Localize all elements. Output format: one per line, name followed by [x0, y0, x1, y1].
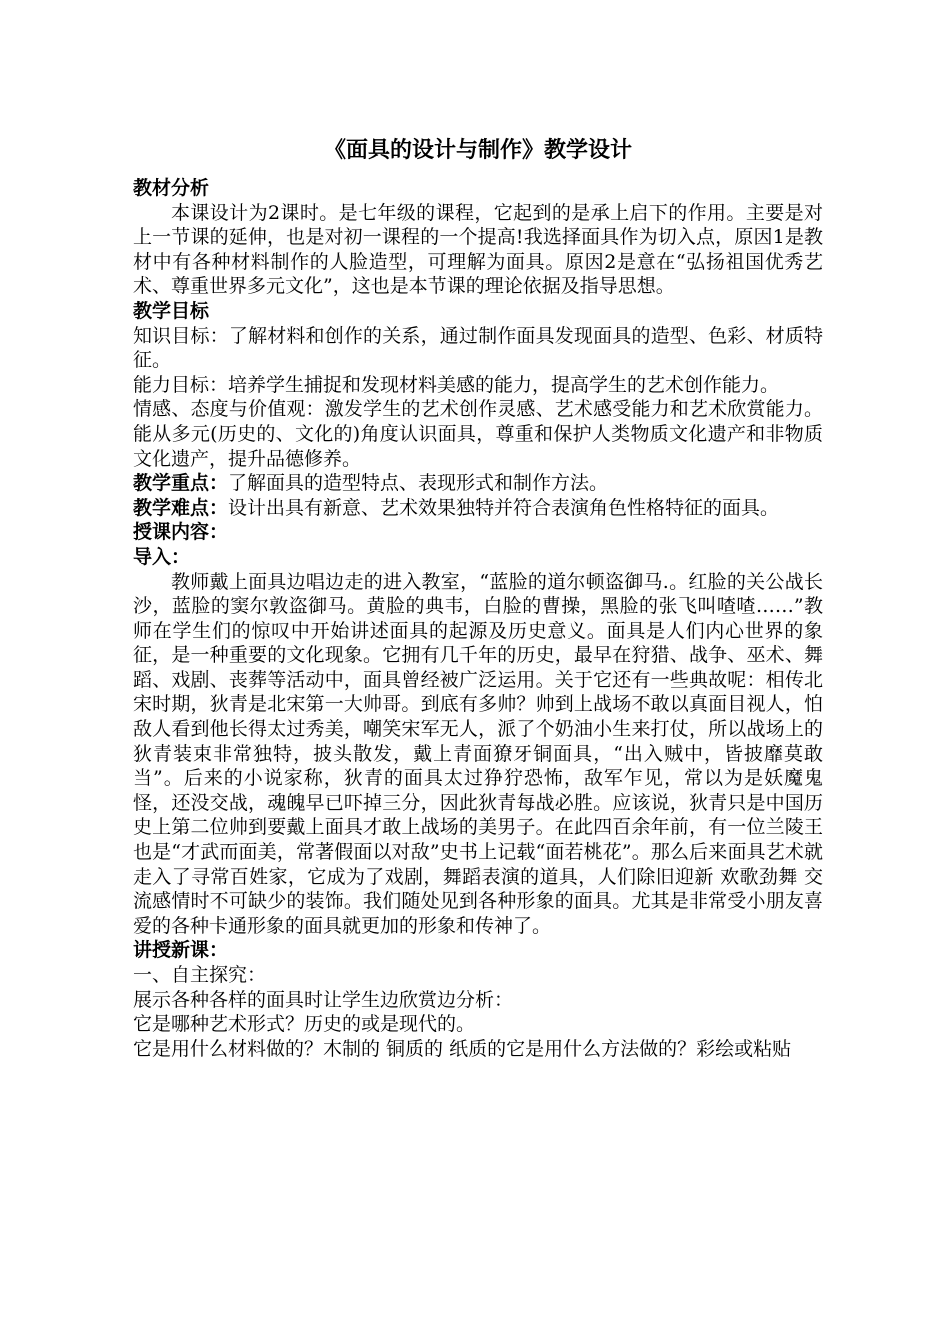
section-heading-content: 授课内容：: [133, 521, 229, 544]
difficulty-text: 设计出具有新意、艺术效果独特并符合表演角色性格特征的面具。: [228, 496, 780, 519]
intro-paragraph: 教师戴上面具边唱边走的进入教室，“蓝脸的道尔顿盗御马.。红脸的关公战长沙，蓝脸的窦尔敦盗御马。黄脸的典韦，白脸的曹操，黑脸的张飞叫喳喳……”教师在学生们的惊叹中开始讲述面具的起源及历史意义。面具是人们内心世界的象征，是一种重要的文化现象。它拥有几千年的历史，最早在狩猎、战争、巫术、舞蹈、戏剧、丧葬等活动中，面具曾经被广泛运用。关于它还有一些典故呢：相传北宋时期，狄青是北宋第一大帅哥。到底有多帅？帅到上战场不敢以真面目视人，怕敌人看到他长得太过秀美，嘲笑宋军无人，派了个奶油小生来打仗，所以战场上的狄青装束非常独特，披头散发，戴上青面獠牙铜面具，“出入贼中，皆披靡莫敢当”。后来的小说家称，狄青的面具太过狰狞恐怖，敌军乍见，常以为是妖魔鬼怪，还没交战，魂魄早已吓掉三分，因此狄青每战必胜。应该说，狄青只是中国历史上第二位帅到要戴上面具才敢上战场的美男子。在此四百余年前，有一位兰陵王也是“才武而面美，常著假面以对敌”史书上记载“面若桃花”。那么后来面具艺术就走入了寻常百姓家，它成为了戏剧，舞蹈表演的道具，人们除旧迎新 欢歌劲舞 交流感情时不可缺少的装饰。我们随处见到各种形象的面具。尤其是非常受小朋友喜爱的各种卡通形象的面具就更加的形象和传神了。: [133, 570, 823, 937]
new-lesson-line: 展示各种各样的面具时让学生边欣赏边分析：: [133, 988, 514, 1011]
new-lesson-line: 它是哪种艺术形式？历史的或是现代的。: [133, 1013, 476, 1036]
new-lesson-line: 一、自主探究：: [133, 964, 267, 986]
key-point-label: 教学重点：: [133, 472, 229, 495]
section-heading-objectives: 教学目标: [133, 299, 210, 322]
document-title: 《面具的设计与制作》教学设计: [323, 137, 632, 163]
ability-objective: 能力目标：培养学生捕捉和发现材料美感的能力，提高学生的艺术创作能力。: [133, 373, 780, 396]
difficulty-paragraph: [133, 496, 823, 521]
document-page: [133, 136, 823, 1061]
section-heading-intro: 导入：: [133, 545, 191, 568]
emotion-objective: 情感、态度与价值观：激发学生的艺术创作灵感、艺术感受能力和艺术欣赏能力。能从多元(历史的、文化的)角度认识面具，尊重和保护人类物质文化遗产和非物质文化遗产，提升品德修养。: [133, 398, 823, 470]
new-lesson-line: 它是用什么材料做的？木制的 铜质的 纸质的它是用什么方法做的？彩绘或粘贴: [133, 1037, 792, 1060]
key-point-text: 了解面具的造型特点、表现形式和制作方法。: [228, 472, 609, 495]
knowledge-objective: 知识目标：了解材料和创作的关系，通过制作面具发现面具的造型、色彩、材质特征。: [133, 324, 823, 372]
difficulty-label: 教学难点：: [133, 496, 229, 519]
key-point-paragraph: [133, 471, 823, 496]
material-analysis-paragraph: 本课设计为2课时。是七年级的课程，它起到的是承上启下的作用。主要是对上一节课的延伸，也是对初一课程的一个提高!我选择面具作为切入点，原因1是教材中有各种材料制作的人脸造型，可理解为面具。原因2是意在“弘扬祖国优秀艺术、尊重世界多元文化”，这也是本节课的理论依据及指导思想。: [133, 201, 823, 298]
section-heading-material-analysis: 教材分析: [133, 177, 210, 199]
section-heading-new-lesson: 讲授新课：: [133, 939, 229, 962]
